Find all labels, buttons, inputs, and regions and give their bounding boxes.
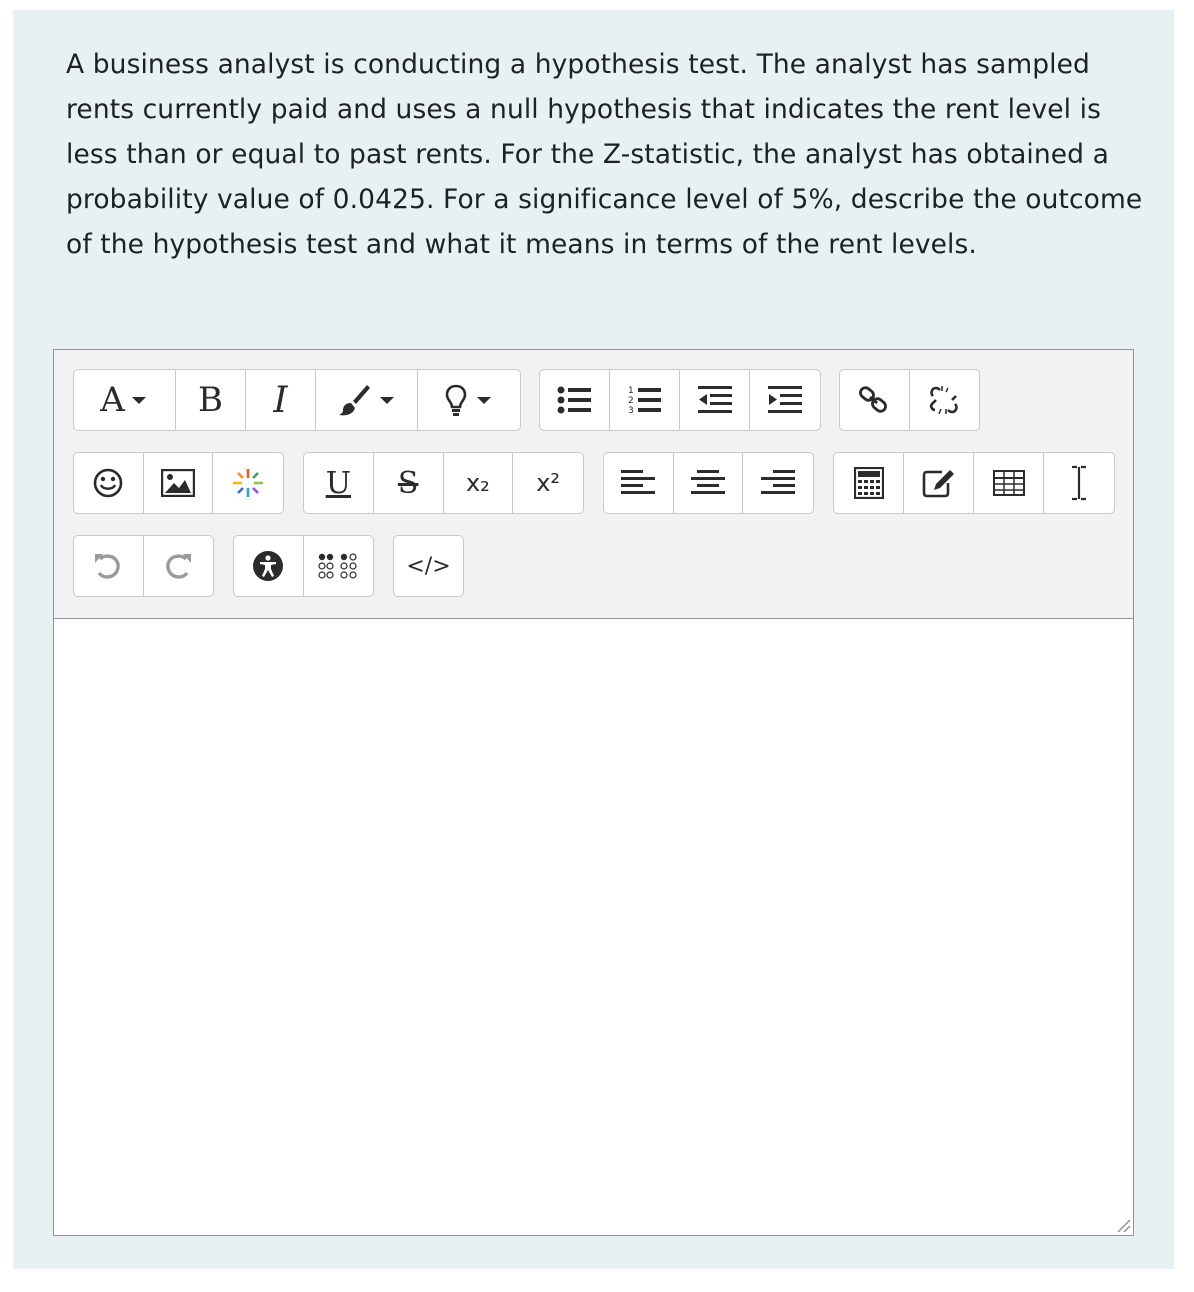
undo-icon <box>92 551 124 581</box>
lightbulb-icon <box>444 383 468 417</box>
subscript-button[interactable] <box>444 453 514 513</box>
table-icon <box>993 470 1025 496</box>
unlink-icon <box>928 384 960 416</box>
screen-reader-helper-button[interactable] <box>304 536 374 596</box>
accessibility-icon <box>252 550 284 582</box>
font-style-button[interactable] <box>74 370 176 430</box>
chevron-down-icon <box>474 394 494 406</box>
bold-button[interactable] <box>176 370 246 430</box>
clear-format-button[interactable] <box>1044 453 1114 513</box>
edit-icon <box>922 468 956 498</box>
accessibility-checker-button[interactable] <box>234 536 304 596</box>
question-text: A business analyst is conducting a hypothesis test. The analyst has sampled rents currently paid and uses a null hypothesis that indicates the rent level is less than or equal to past rents. For the Z-statistic, the analyst has obtained a probability value of 0.0425. For a significance level of 5%, describe the outcome of the hypothesis test and what it means in terms of the rent levels. <box>66 49 1143 260</box>
align-right-icon <box>761 470 795 496</box>
toolbar-group-lists <box>539 369 821 431</box>
equation-button[interactable] <box>834 453 904 513</box>
toolbar-group-html <box>393 535 464 597</box>
svg-text:2: 2 <box>627 396 634 406</box>
outdent-icon <box>698 386 732 414</box>
align-center-icon <box>691 470 725 496</box>
align-left-icon <box>621 470 655 496</box>
strikethrough-label: S <box>397 465 419 501</box>
align-center-button[interactable] <box>674 453 744 513</box>
redo-button[interactable] <box>144 536 214 596</box>
emoji-button[interactable] <box>74 453 144 513</box>
emoji-icon <box>92 467 124 499</box>
unlink-button[interactable] <box>910 370 980 430</box>
italic-label: I <box>273 379 288 421</box>
bold-label: B <box>198 380 223 420</box>
undo-button[interactable] <box>74 536 144 596</box>
align-left-button[interactable] <box>604 453 674 513</box>
superscript-button[interactable] <box>513 453 583 513</box>
bullet-list-icon <box>557 385 593 415</box>
toolbar-group-accessibility <box>233 535 374 597</box>
toolbar-group-style <box>73 369 521 431</box>
subscript-label: x₂ <box>465 469 490 497</box>
text-color-button[interactable] <box>316 370 418 430</box>
chevron-down-icon <box>129 394 149 406</box>
media-icon <box>230 467 266 499</box>
rich-text-editor <box>53 349 1134 1236</box>
numbered-list-button[interactable] <box>610 370 680 430</box>
numbered-list-icon <box>627 384 663 416</box>
link-button[interactable] <box>840 370 910 430</box>
indent-icon <box>768 386 802 414</box>
font-style-label: A <box>100 380 125 420</box>
editor-content-area[interactable] <box>54 619 1133 1235</box>
underline-label: U <box>325 465 352 501</box>
italic-button[interactable] <box>246 370 316 430</box>
link-icon <box>858 384 890 416</box>
redo-icon <box>162 551 194 581</box>
edit-button[interactable] <box>904 453 974 513</box>
html-view-button[interactable] <box>394 536 463 596</box>
equation-icon <box>854 467 884 499</box>
highlight-button[interactable] <box>418 370 520 430</box>
bullet-list-button[interactable] <box>540 370 610 430</box>
toolbar-group-insert <box>73 452 284 514</box>
svg-text:1: 1 <box>627 386 634 396</box>
media-button[interactable] <box>213 453 283 513</box>
toolbar-group-format <box>303 452 584 514</box>
toolbar-group-tools <box>833 452 1115 514</box>
paint-brush-icon <box>337 383 373 417</box>
underline-button[interactable] <box>304 453 374 513</box>
image-icon <box>161 469 195 497</box>
image-button[interactable] <box>144 453 214 513</box>
clear-format-icon <box>1069 465 1089 501</box>
editor-toolbar <box>54 350 1133 619</box>
toolbar-group-links <box>839 369 980 431</box>
chevron-down-icon <box>377 394 397 406</box>
resize-handle-icon[interactable] <box>1115 1217 1131 1233</box>
braille-icon <box>318 553 358 579</box>
svg-text:3: 3 <box>627 406 634 416</box>
table-button[interactable] <box>974 453 1044 513</box>
toolbar-group-history <box>73 535 214 597</box>
html-view-label: </> <box>406 553 451 579</box>
toolbar-group-align <box>603 452 814 514</box>
indent-button[interactable] <box>750 370 820 430</box>
strikethrough-button[interactable] <box>374 453 444 513</box>
outdent-button[interactable] <box>680 370 750 430</box>
align-right-button[interactable] <box>743 453 813 513</box>
superscript-label: x² <box>536 469 561 497</box>
